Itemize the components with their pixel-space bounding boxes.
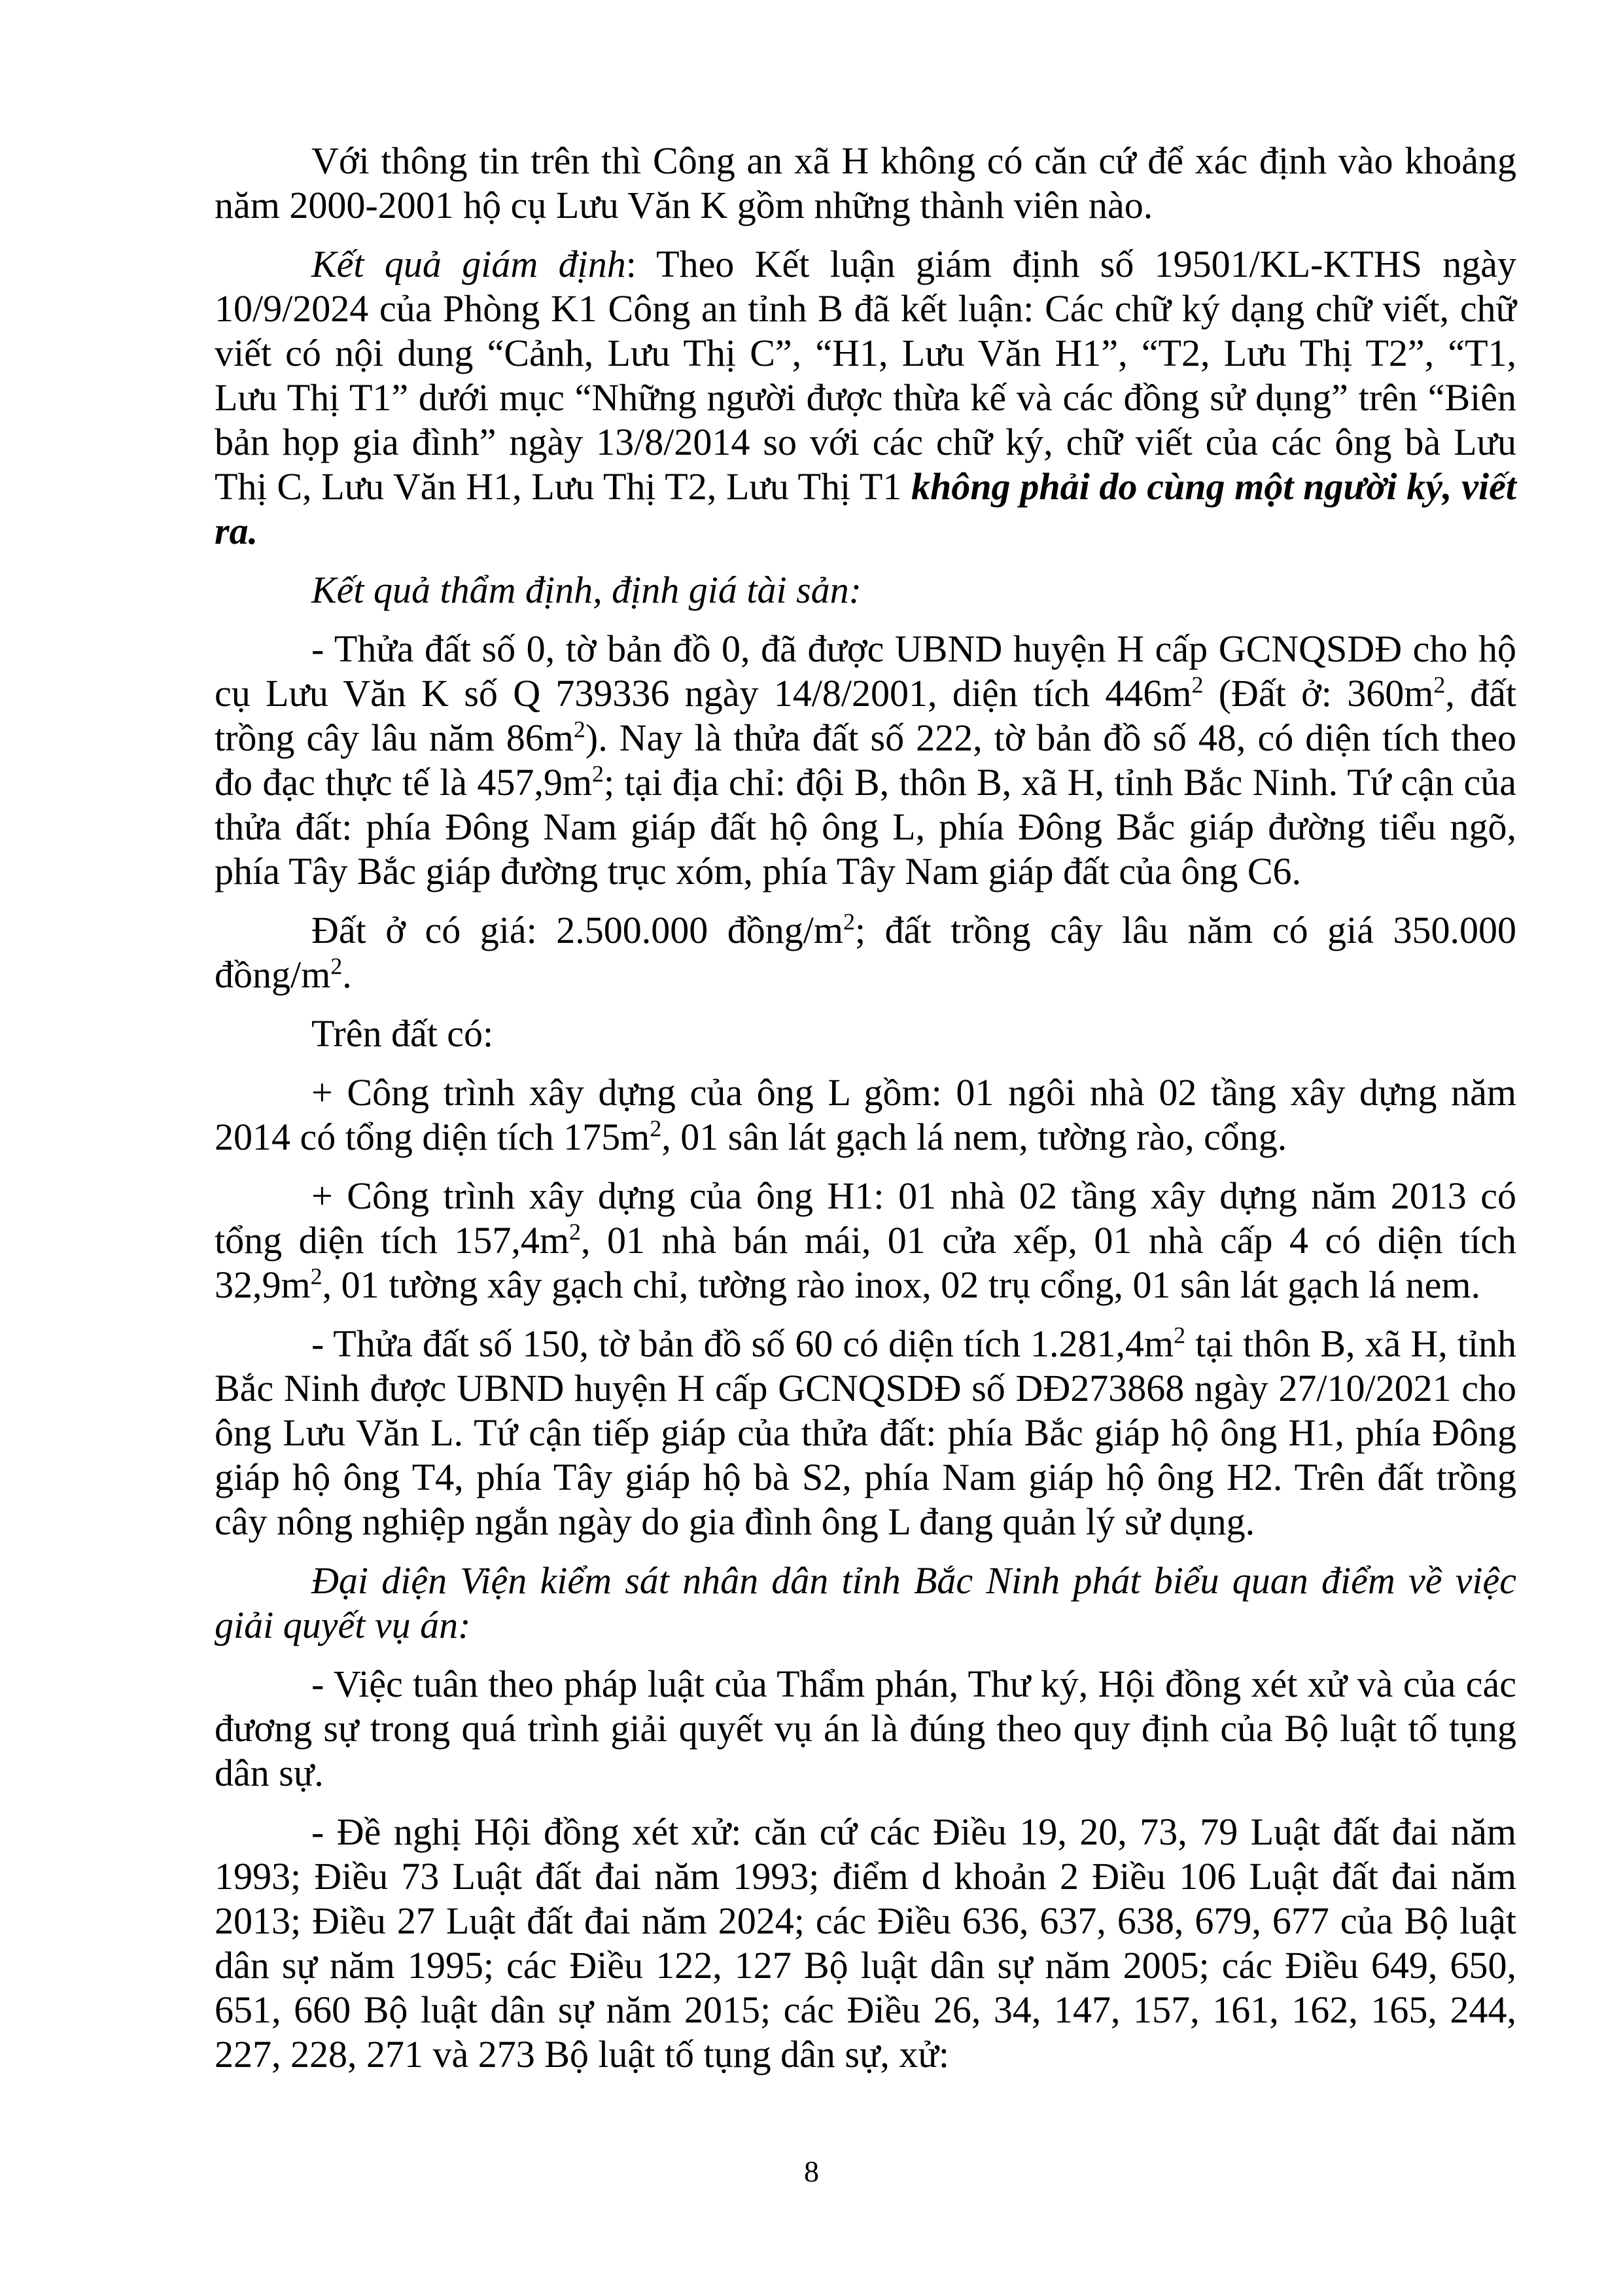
text-run: , 01 tường xây gạch chỉ, tường rào inox, 02 trụ cổng, 01 sân lát gạch lá nem.: [322, 1263, 1480, 1306]
paragraph: [215, 1559, 1516, 1648]
document-body: [215, 139, 1516, 2091]
text-run: , đất trồng cây lâu năm 86m: [215, 672, 1517, 759]
paragraph: [215, 242, 1516, 554]
paragraph: [215, 1012, 1516, 1056]
text-run: Trên đất có:: [311, 1012, 494, 1055]
text-run: - Việc tuân theo pháp luật của Thẩm phán, Thư ký, Hội đồng xét xử và của các đương sự trong quá trình giải quyết vụ án là đúng theo quy định của Bộ luật tố tụng dân sự.: [215, 1663, 1516, 1794]
text-run: : Theo Kết luận giám định số 19501/KL-KTHS ngày 10/9/2024 của Phòng K1 Công an tỉnh B đã kết luận: Các chữ ký dạng chữ viết, chữ viết có nội dung “Cảnh, Lưu Thị C”, “H1, Lưu Văn H1”, “T2, Lưu Thị T2”, “T1, Lưu Thị T1” dưới mục “Những người được thừa kế và các đồng sử dụng” trên “Biên bản họp gia đình” ngày 13/8/2014 so với các chữ ký, chữ viết của các ông bà Lưu Thị C, Lưu Văn H1, Lưu Thị T2, Lưu Thị T1: [215, 243, 1516, 508]
paragraph: [215, 1810, 1516, 2077]
text-run: - Đề nghị Hội đồng xét xử: căn cứ các Điều 19, 20, 73, 79 Luật đất đai năm 1993; Điều 73 Luật đất đai năm 1993; điểm d khoản 2 Điều 106 Luật đất đai năm 2013; Điều 27 Luật đất đai năm 2024; các Điều 636, 637, 638, 679, 677 của Bộ luật dân sự năm 1995; các Điều 122, 127 Bộ luật dân sự năm 2005; các Điều 649, 650, 651, 660 Bộ luật dân sự năm 2015; các Điều 26, 34, 147, 157, 161, 162, 165, 244, 227, 228, 271 và 273 Bộ luật tố tụng dân sự, xử:: [215, 1810, 1516, 2075]
paragraph: [215, 1174, 1516, 1307]
paragraph: [215, 627, 1516, 894]
text-run: , 01 sân lát gạch lá nem, tường rào, cổng.: [661, 1116, 1287, 1158]
paragraph: [215, 139, 1516, 228]
text-run: ; tại địa chỉ: đội B, thôn B, xã H, tỉnh Bắc Ninh. Tứ cận của thửa đất: phía Đông Nam giáp đất hộ ông L, phía Đông Bắc giáp đường tiểu ngõ, phía Tây Bắc giáp đường trục xóm, phía Tây Nam giáp đất của ông C6.: [215, 761, 1516, 892]
text-run: + Công trình xây dựng của ông L gồm: 01 ngôi nhà 02 tầng xây dựng năm 2014 có tổng diện tích 175m: [215, 1071, 1516, 1158]
page-number: 8: [804, 2155, 819, 2188]
text-run: tại thôn B, xã H, tỉnh Bắc Ninh được UBND huyện H cấp GCNQSDĐ số DĐ273868 ngày 27/10/2021 cho ông Lưu Văn L. Tứ cận tiếp giáp của thửa đất: phía Bắc giáp hộ ông H1, phía Đông giáp hộ ông T4, phía Tây giáp hộ bà S2, phía Nam giáp hộ ông H2. Trên đất trồng cây nông nghiệp ngắn ngày do gia đình ông L đang quản lý sử dụng.: [215, 1322, 1516, 1543]
text-run: Kết quả giám định: [311, 243, 626, 285]
superscript-text-run: 2: [650, 1115, 662, 1142]
superscript-text-run: 2: [330, 953, 343, 980]
text-run: + Công trình xây dựng của ông H1: 01 nhà 02 tầng xây dựng năm 2013 có tổng diện tích 157,4m: [215, 1174, 1516, 1262]
text-run: Với thông tin trên thì Công an xã H không có căn cứ để xác định vào khoảng năm 2000-2001 hộ cụ Lưu Văn K gồm những thành viên nào.: [215, 139, 1516, 226]
text-run: - Thửa đất số 150, tờ bản đồ số 60 có diện tích 1.281,4m: [311, 1322, 1174, 1365]
superscript-text-run: 2: [1433, 671, 1446, 698]
paragraph: [215, 1322, 1516, 1544]
text-run: ). Nay là thửa đất số 222, tờ bản đồ số 48, có diện tích theo đo đạc thực tế là 457,9m: [215, 716, 1516, 804]
text-run: không phải do cùng một người ký, viết ra.: [215, 465, 1516, 552]
superscript-text-run: 2: [1174, 1322, 1186, 1349]
paragraph: [215, 1662, 1516, 1795]
text-run: .: [342, 953, 352, 996]
paragraph: [215, 568, 1516, 612]
superscript-text-run: 2: [592, 760, 604, 787]
text-run: Kết quả thẩm định, định giá tài sản:: [311, 569, 862, 611]
text-run: - Thửa đất số 0, tờ bản đồ 0, đã được UBND huyện H cấp GCNQSDĐ cho hộ cụ Lưu Văn K số Q 739336 ngày 14/8/2001, diện tích 446m: [215, 627, 1516, 715]
paragraph: [215, 1070, 1516, 1159]
text-run: , 01 nhà bán mái, 01 cửa xếp, 01 nhà cấp 4 có diện tích 32,9m: [215, 1219, 1516, 1306]
text-run: Đất ở có giá: 2.500.000 đồng/m: [311, 909, 844, 951]
superscript-text-run: 2: [568, 1218, 581, 1245]
superscript-text-run: 2: [1191, 671, 1204, 698]
superscript-text-run: 2: [843, 908, 856, 935]
text-run: ; đất trồng cây lâu năm có giá 350.000 đồng/m: [215, 909, 1517, 996]
text-run: Đại diện Viện kiểm sát nhân dân tỉnh Bắc Ninh phát biểu quan điểm về việc giải quyết vụ án:: [215, 1559, 1516, 1646]
paragraph: [215, 908, 1516, 997]
text-run: (Đất ở: 360m: [1203, 672, 1434, 715]
superscript-text-run: 2: [310, 1263, 323, 1290]
superscript-text-run: 2: [573, 716, 585, 743]
